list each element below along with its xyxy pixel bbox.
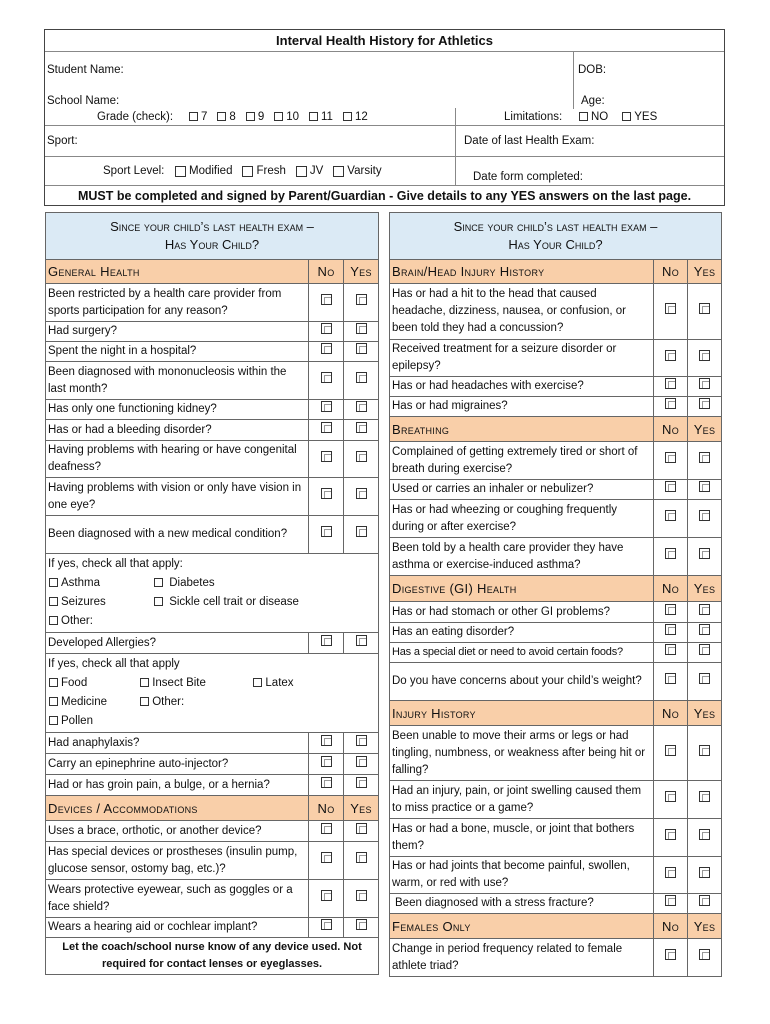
grade-11-checkbox[interactable] [309,112,318,121]
yes-checkbox[interactable] [356,488,367,499]
table-row [390,397,722,417]
sport-label[interactable]: Sport: [47,135,78,147]
no-checkbox[interactable] [665,548,676,559]
left-question-table [45,212,379,975]
no-checkbox[interactable] [321,372,332,383]
level-fresh-checkbox[interactable] [242,166,253,177]
yes-checkbox[interactable] [699,378,710,389]
table-row [46,733,379,754]
question-text: Has or had a bleeding disorder? [46,420,309,441]
level-modified-checkbox[interactable] [175,166,186,177]
sport-row [45,126,724,157]
yes-checkbox[interactable] [356,294,367,305]
question-text: Has only one functioning kidney? [46,400,309,420]
table-row [390,623,722,643]
no-header: No [654,417,688,442]
yes-checkbox[interactable] [699,791,710,802]
yes-header: Yes [688,914,722,939]
no-checkbox[interactable] [321,919,332,930]
question-text: Had an injury, pain, or joint swelling caused them to miss practice or a game? [390,781,654,819]
question-text: Been unable to move their arms or legs or had tingling, numbness, or weakness after being hit or falling? [390,726,654,781]
section-title: Breathing [390,417,654,442]
table-row [46,880,379,918]
question-text: Had surgery? [46,322,309,342]
yes-checkbox[interactable] [699,829,710,840]
yes-checkbox[interactable] [356,919,367,930]
right-question-table [389,212,722,977]
form-title: Interval Health History for Athletics [276,33,493,48]
sport-level-row [45,157,724,186]
no-checkbox[interactable] [321,756,332,767]
question-text: Been restricted by a health care provider from sports participation for any reason? [46,284,309,322]
question-text: Has an eating disorder? [390,623,654,643]
limitations-yes-checkbox[interactable] [622,112,631,121]
yes-checkbox[interactable] [699,350,710,361]
table-row [390,480,722,500]
table-row [390,857,722,894]
no-checkbox[interactable] [321,777,332,788]
yes-checkbox[interactable] [356,852,367,863]
no-checkbox[interactable] [665,604,676,615]
section-digestive [390,576,722,602]
question-text: Been diagnosed with a new medical condition? [46,516,309,554]
title-row [45,30,724,52]
no-checkbox[interactable] [321,852,332,863]
question-text: Has a special diet or need to avoid certain foods? [390,643,654,663]
no-header: No [654,260,688,284]
question-text: Has or had headaches with exercise? [390,377,654,397]
pollen-checkbox[interactable] [49,716,58,725]
no-checkbox[interactable] [665,398,676,409]
table-row [390,939,722,977]
level-jv-checkbox[interactable] [296,166,307,177]
must-complete-note: MUST be completed and signed by Parent/Guardian - Give details to any YES answers on the last page. [77,189,692,203]
question-text: Has or had stomach or other GI problems? [390,602,654,623]
no-checkbox[interactable] [321,294,332,305]
question-text: Wears protective eyewear, such as goggles or a face shield? [46,880,309,918]
yes-checkbox[interactable] [699,303,710,314]
right-intro-line1: Since your child’s last health exam – [453,219,658,234]
yes-checkbox[interactable] [356,422,367,433]
right-intro-line2: Has Your Child? [508,237,603,252]
section-brain-head [390,260,722,284]
table-row [46,322,379,342]
yes-checkbox[interactable] [699,867,710,878]
grade-row [45,108,724,126]
medicine-checkbox[interactable] [49,697,58,706]
no-checkbox[interactable] [665,350,676,361]
grade-label: Grade (check): [97,110,174,123]
asthma-checkbox[interactable] [49,578,58,587]
yes-checkbox[interactable] [356,526,367,537]
no-checkbox[interactable] [321,422,332,433]
table-row [390,602,722,623]
yes-checkbox[interactable] [356,323,367,334]
table-row [46,400,379,420]
table-row [46,516,379,554]
question-text: Had anaphylaxis? [46,733,309,754]
limitations-no-checkbox[interactable] [579,112,588,121]
diabetes-checkbox[interactable] [154,578,163,587]
grade-options: 7 8 9 10 11 12 [185,108,368,125]
table-row [390,726,722,781]
table-row [46,420,379,441]
student-row [45,52,724,87]
section-injury [390,701,722,726]
yes-header: Yes [688,701,722,726]
question-text: Uses a brace, orthotic, or another device? [46,821,309,842]
table-row [46,362,379,400]
table-row [46,821,379,842]
section-devices [46,796,379,821]
yes-checkbox[interactable] [699,624,710,635]
sport-level-options: Modified Fresh JV Varsity [171,157,382,185]
section-females [390,914,722,939]
student-name-label[interactable]: Student Name: [47,64,124,76]
section-title: Injury History [390,701,654,726]
right-intro-row [390,213,722,260]
insect-bite-checkbox[interactable] [140,678,149,687]
table-row [390,538,722,576]
table-row [46,342,379,362]
no-checkbox[interactable] [321,451,332,462]
left-intro-line1: Since your child’s last health exam – [110,219,314,234]
no-header: No [654,914,688,939]
table-row [46,284,379,322]
grade-8-checkbox[interactable] [217,112,226,121]
section-title: Brain/Head Injury History [390,260,654,284]
yes-checkbox[interactable] [699,548,710,559]
yes-checkbox[interactable] [356,401,367,412]
question-text: Carry an epinephrine auto-injector? [46,754,309,775]
yes-checkbox[interactable] [699,452,710,463]
yes-checkbox[interactable] [356,756,367,767]
table-row [390,377,722,397]
no-checkbox[interactable] [665,510,676,521]
question-text: Wears a hearing aid or cochlear implant? [46,918,309,938]
question-text: Change in period frequency related to female athlete triad? [390,939,654,977]
table-row [390,643,722,663]
question-text: Has or had a hit to the head that caused headache, dizziness, nausea, or confusion, or been told they had a concussion? [390,284,654,340]
no-checkbox[interactable] [665,673,676,684]
section-title: Digestive (GI) Health [390,576,654,602]
no-header: No [309,796,344,821]
level-varsity-checkbox[interactable] [333,166,344,177]
question-text: Had or has groin pain, a bulge, or a hernia? [46,775,309,796]
question-text: Having problems with hearing or have congenital deafness? [46,441,309,478]
no-checkbox[interactable] [321,635,332,646]
section-general-health [46,260,379,284]
yes-checkbox[interactable] [699,510,710,521]
section-title: Females Only [390,914,654,939]
question-text: Used or carries an inhaler or nebulizer? [390,480,654,500]
if-yes-label: If yes, check all that apply [48,658,180,670]
table-row [46,478,379,516]
sport-level-label: Sport Level: [103,165,165,177]
question-text: Developed Allergies? [46,633,309,654]
section-title: General Health [46,260,309,284]
table-row [46,633,379,654]
question-text: Spent the night in a hospital? [46,342,309,362]
no-checkbox[interactable] [665,791,676,802]
yes-checkbox[interactable] [356,372,367,383]
grade-7-checkbox[interactable] [189,112,198,121]
school-row [45,87,724,109]
no-checkbox[interactable] [321,343,332,354]
table-row [390,500,722,538]
no-checkbox[interactable] [321,735,332,746]
if-yes-label: If yes, check all that apply: [48,558,183,570]
other-condition-checkbox[interactable] [49,616,58,625]
no-header: No [654,576,688,602]
yes-checkbox[interactable] [356,890,367,901]
question-text: Been told by a health care provider they have asthma or exercise-induced asthma? [390,538,654,576]
table-row [46,842,379,880]
no-checkbox[interactable] [665,378,676,389]
yes-checkbox[interactable] [699,895,710,906]
table-row [46,441,379,478]
grade-9-checkbox[interactable] [246,112,255,121]
table-row [390,663,722,701]
sickle-cell-checkbox[interactable] [154,597,163,606]
no-checkbox[interactable] [665,745,676,756]
no-checkbox[interactable] [321,323,332,334]
dob-label[interactable]: DOB: [578,64,607,76]
yes-checkbox[interactable] [356,823,367,834]
yes-checkbox[interactable] [699,481,710,492]
school-name-label[interactable]: School Name: [47,95,120,107]
limitations-options: NO YES [575,108,657,125]
yes-header: Yes [688,260,722,284]
must-row [45,186,724,206]
no-checkbox[interactable] [665,452,676,463]
table-row [390,781,722,819]
yes-header: Yes [344,260,379,284]
header-block [44,29,725,206]
yes-checkbox[interactable] [356,343,367,354]
limitations-label: Limitations: [504,110,563,123]
yes-checkbox[interactable] [356,451,367,462]
left-intro-row [46,213,379,260]
conditions-row: If yes, check all that apply: Asthma Diabetes Seizures Sickle cell trait or disease Other: [46,554,379,633]
latex-checkbox[interactable] [253,678,262,687]
question-text: Has or had a bone, muscle, or joint that bothers them? [390,819,654,857]
no-header: No [654,701,688,726]
yes-checkbox[interactable] [356,735,367,746]
no-checkbox[interactable] [665,624,676,635]
question-text: Having problems with vision or only have vision in one eye? [46,478,309,516]
no-checkbox[interactable] [321,890,332,901]
no-checkbox[interactable] [665,867,676,878]
food-checkbox[interactable] [49,678,58,687]
no-checkbox[interactable] [665,949,676,960]
no-checkbox[interactable] [321,488,332,499]
question-text: Has or had joints that become painful, swollen, warm, or red with use? [390,857,654,894]
no-header: No [309,260,344,284]
question-text: Do you have concerns about your child’s weight? [390,663,654,701]
yes-checkbox[interactable] [699,644,710,655]
yes-header: Yes [688,417,722,442]
no-checkbox[interactable] [321,401,332,412]
grade-12-checkbox[interactable] [343,112,352,121]
no-checkbox[interactable] [321,526,332,537]
seizures-checkbox[interactable] [49,597,58,606]
age-label[interactable]: Age: [581,95,605,107]
no-checkbox[interactable] [665,481,676,492]
question-text: Complained of getting extremely tired or short of breath during exercise? [390,442,654,480]
question-text: Received treatment for a seizure disorder or epilepsy? [390,340,654,377]
yes-checkbox[interactable] [699,604,710,615]
table-row [390,340,722,377]
question-text: Has special devices or prostheses (insulin pump, glucose sensor, ostomy bag, etc.)? [46,842,309,880]
table-row [46,775,379,796]
yes-header: Yes [344,796,379,821]
no-checkbox[interactable] [321,823,332,834]
date-completed-label[interactable]: Date form completed: [473,171,583,183]
yes-checkbox[interactable] [699,398,710,409]
table-row [390,284,722,340]
no-checkbox[interactable] [665,303,676,314]
table-row [46,918,379,938]
no-checkbox[interactable] [665,644,676,655]
no-checkbox[interactable] [665,895,676,906]
grade-10-checkbox[interactable] [274,112,283,121]
yes-header: Yes [688,576,722,602]
question-text: Been diagnosed with a stress fracture? [390,894,654,914]
no-checkbox[interactable] [665,829,676,840]
question-text: Has or had wheezing or coughing frequently during or after exercise? [390,500,654,538]
left-intro-line2: Has Your Child? [164,237,260,252]
date-last-exam-label[interactable]: Date of last Health Exam: [464,135,595,147]
table-row [390,442,722,480]
yes-checkbox[interactable] [699,949,710,960]
section-breathing [390,417,722,442]
question-text: Has or had migraines? [390,397,654,417]
yes-checkbox[interactable] [356,635,367,646]
yes-checkbox[interactable] [699,745,710,756]
question-text: Been diagnosed with mononucleosis within the last month? [46,362,309,400]
allergies-row: If yes, check all that apply Food Insect Bite Latex Medicine Other: Pollen [46,654,379,733]
yes-checkbox[interactable] [699,673,710,684]
yes-checkbox[interactable] [356,777,367,788]
device-note-row [46,938,379,975]
table-row [46,754,379,775]
other-allergy-checkbox[interactable] [140,697,149,706]
table-row [390,894,722,914]
section-title: Devices / Accommodations [46,796,309,821]
table-row [390,819,722,857]
device-note: Let the coach/school nurse know of any device used. Not required for contact lenses or eyeglasses. [46,938,379,975]
